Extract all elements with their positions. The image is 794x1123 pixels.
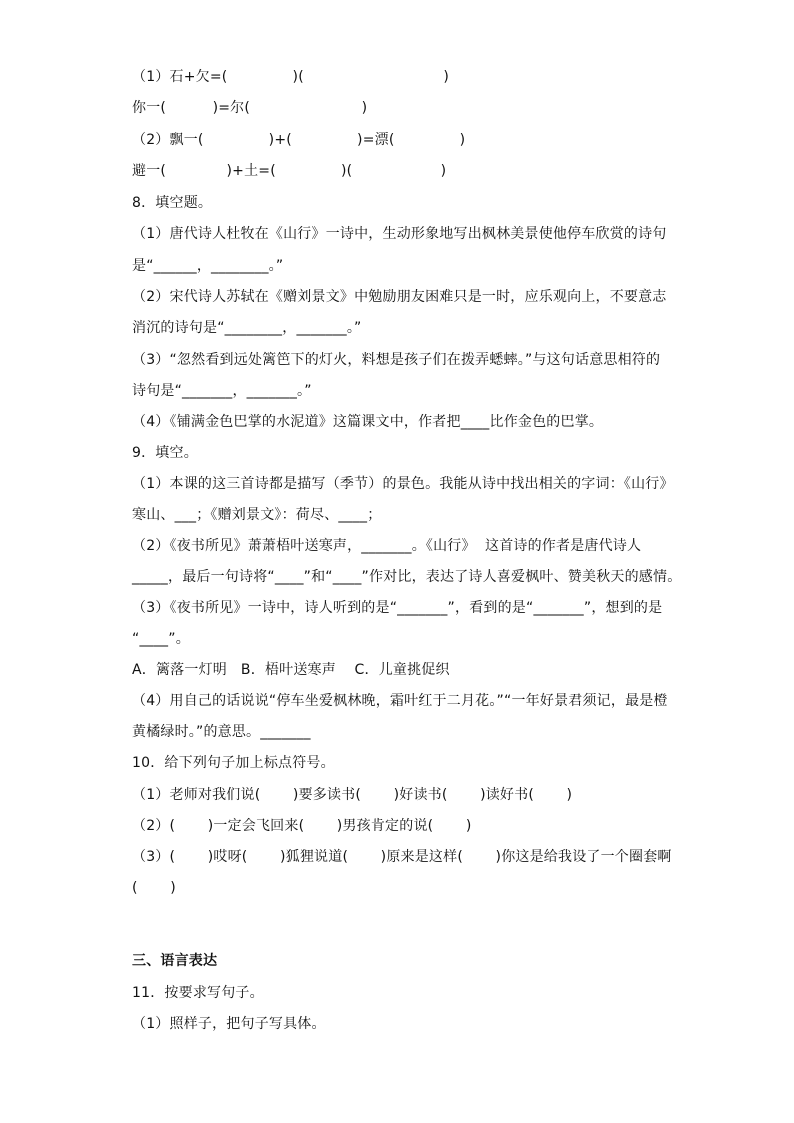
q10-1-line: （1）老师对我们说( )要多读书( )好读书( )读好书( ) — [132, 787, 573, 803]
q8-2-line-2: 消沉的诗句是“________，_______。” — [132, 320, 362, 336]
q8-3-line-1: （3）“忽然看到远处篱笆下的灯火，料想是孩子们在拨弄蟋蟀。”与这句话意思相符的 — [132, 352, 661, 368]
q11-heading: 11．按要求写句子。 — [132, 985, 264, 1001]
q8-4-line: （4）《铺满金色巴掌的水泥道》这篇课文中，作者把____比作金色的巴掌。 — [132, 414, 604, 430]
q10-3-line-1: （3）( )哎呀( )狐狸说道( )原来是这样( )你这是给我设了一个圈套啊 — [132, 849, 672, 865]
q9-3-line-1: （3）《夜书所见》一诗中，诗人听到的是“_______”，看到的是“_______”，想到的是 — [132, 600, 663, 616]
q8-3-line-2: 诗句是“_______，_______。” — [132, 383, 312, 399]
q10-3-line-2: ( ) — [132, 880, 176, 896]
q11-1-line: （1）照样子，把句子写具体。 — [132, 1016, 326, 1032]
q8-2-line-1: （2）宋代诗人苏轼在《赠刘景文》中勉励朋友困难只是一时，应乐观向上，不要意志 — [132, 289, 667, 305]
q9-options: A．篱落一灯明 B．梧叶送寒声 C．儿童挑促织 — [132, 662, 450, 678]
q8-1-line-1: （1）唐代诗人杜牧在《山行》一诗中，生动形象地写出枫林美景使他停车欣赏的诗句 — [132, 226, 667, 242]
q10-2-line: （2）( )一定会飞回来( )男孩肯定的说( ) — [132, 818, 472, 834]
q8-1-line-2: 是“______，________。” — [132, 258, 284, 274]
q9-3-line-2: “____”。 — [132, 631, 190, 647]
q9-2-line-2: _____，最后一句诗将“____”和“____”作对比，表达了诗人喜爱枫叶、赞美秋天的感情。 — [132, 569, 682, 585]
section-3-heading: 三、语言表达 — [132, 953, 218, 969]
q7-line-3: （2）飘一( )+( )=漂( ) — [132, 132, 466, 148]
q7-line-1: （1）石+欠=( )( ) — [132, 69, 450, 85]
q9-1-line-2: 寒山、___；《赠刘景文》：荷尽、____； — [132, 507, 382, 523]
q9-4-line-1: （4）用自己的话说说“停车坐爱枫林晚，霜叶红于二月花。”“一年好景君须记，最是橙 — [132, 693, 668, 709]
q9-1-line-1: （1）本课的这三首诗都是描写（季节）的景色。我能从诗中找出相关的字词：《山行》 — [132, 476, 674, 492]
q9-4-line-2: 黄橘绿时。”的意思。_______ — [132, 724, 311, 740]
q10-heading: 10．给下列句子加上标点符号。 — [132, 755, 335, 771]
q9-heading: 9．填空。 — [132, 445, 198, 461]
q8-heading: 8．填空题。 — [132, 195, 213, 211]
q9-2-line-1: （2）《夜书所见》萧萧梧叶送寒声，_______。《山行》 这首诗的作者是唐代诗人 — [132, 538, 642, 554]
q7-line-4: 避一( )+土=( )( ) — [132, 163, 447, 179]
q7-line-2: 你一( )=尔( ) — [132, 100, 368, 116]
